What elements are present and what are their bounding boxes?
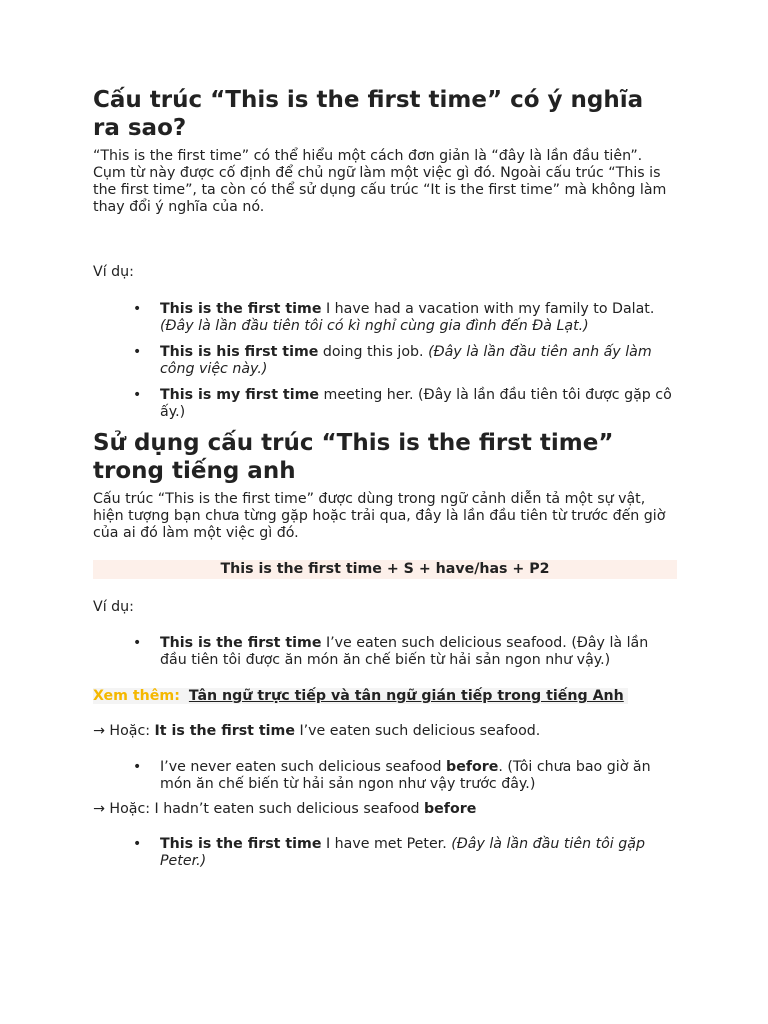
alt-prefix: → Hoặc: I hadn’t eaten such delicious seafood — [93, 801, 425, 817]
example-translation: (Đây là lần đầu tiên tôi gặp Peter.) — [160, 836, 645, 869]
see-also-label: Xem thêm: — [93, 688, 180, 704]
example-text: I have met Peter. — [321, 836, 452, 852]
example-translation: (Đây là lần đầu tiên anh ấy làm công việc này.) — [160, 344, 652, 377]
example-list — [93, 759, 677, 793]
see-also-link[interactable]: Tân ngữ trực tiếp và tân ngữ gián tiếp trong tiếng Anh — [188, 688, 624, 704]
example-list — [93, 301, 677, 421]
document-page — [93, 86, 677, 870]
example-bold: This is the first time — [160, 836, 322, 852]
example-bold: This is the first time — [160, 635, 322, 651]
example-bold: before — [446, 759, 499, 775]
example-list — [93, 836, 677, 870]
list-item — [93, 344, 677, 378]
see-also — [93, 688, 677, 705]
example-translation: (Đây là lần đầu tiên tôi có kì nghỉ cùng gia đình đến Đà Lạt.) — [160, 318, 589, 334]
example-bold: This is my first time — [160, 387, 319, 403]
list-item — [93, 301, 677, 335]
section-heading-meaning: Cấu trúc “This is the first time” có ý nghĩa ra sao? — [93, 87, 644, 141]
alternative-sentence — [93, 723, 677, 740]
section-heading-usage: Sử dụng cấu trúc “This is the first time” trong tiếng anh — [93, 430, 614, 484]
example-text: meeting her. (Đây là lần đầu tiên tôi được gặp cô ấy.) — [160, 387, 672, 420]
alternative-sentence — [93, 801, 677, 818]
example-text: I’ve eaten such delicious seafood. (Đây là lần đầu tiên tôi được ăn món ăn chế biến từ hải sản ngon như vậy.) — [160, 635, 649, 668]
list-item — [93, 635, 677, 669]
example-text: doing this job. — [318, 344, 429, 360]
alt-prefix: → Hoặc: — [93, 723, 155, 739]
list-item — [93, 759, 677, 793]
list-item — [93, 387, 677, 421]
alt-bold: It is the first time — [154, 723, 295, 739]
example-label: Ví dụ: — [93, 264, 134, 280]
example-bold: This is the first time — [160, 301, 322, 317]
usage-paragraph: Cấu trúc “This is the first time” được dùng trong ngữ cảnh diễn tả một sự vật, hiện tượng bạn chưa từng gặp hoặc trải qua, đây là lần đầu tiên từ trước đến giờ của ai đó làm một việc gì đó. — [93, 491, 666, 541]
example-list — [93, 635, 677, 669]
example-bold: This is his first time — [160, 344, 319, 360]
list-item — [93, 836, 677, 870]
example-text: I’ve never eaten such delicious seafood — [160, 759, 447, 775]
example-text: I have had a vacation with my family to Dalat. — [321, 301, 655, 317]
formula-box: This is the first time + S + have/has + P2 — [93, 560, 677, 579]
alt-bold: before — [424, 801, 477, 817]
alt-text: I’ve eaten such delicious seafood. — [294, 723, 541, 739]
meaning-paragraph: “This is the first time” có thể hiểu một cách đơn giản là “đây là lần đầu tiên”. Cụm từ này được cố định để chủ ngữ làm một việc gì đó. Ngoài cấu trúc “This is the first time”, ta còn có thể sử dụng cấu trúc “It is the first time” mà không làm thay đổi ý nghĩa của nó. — [93, 148, 667, 215]
example-label: Ví dụ: — [93, 599, 134, 615]
example-text-2: . (Tôi chưa bao giờ ăn món ăn chế biến từ hải sản ngon như vậy trước đây.) — [160, 759, 651, 792]
